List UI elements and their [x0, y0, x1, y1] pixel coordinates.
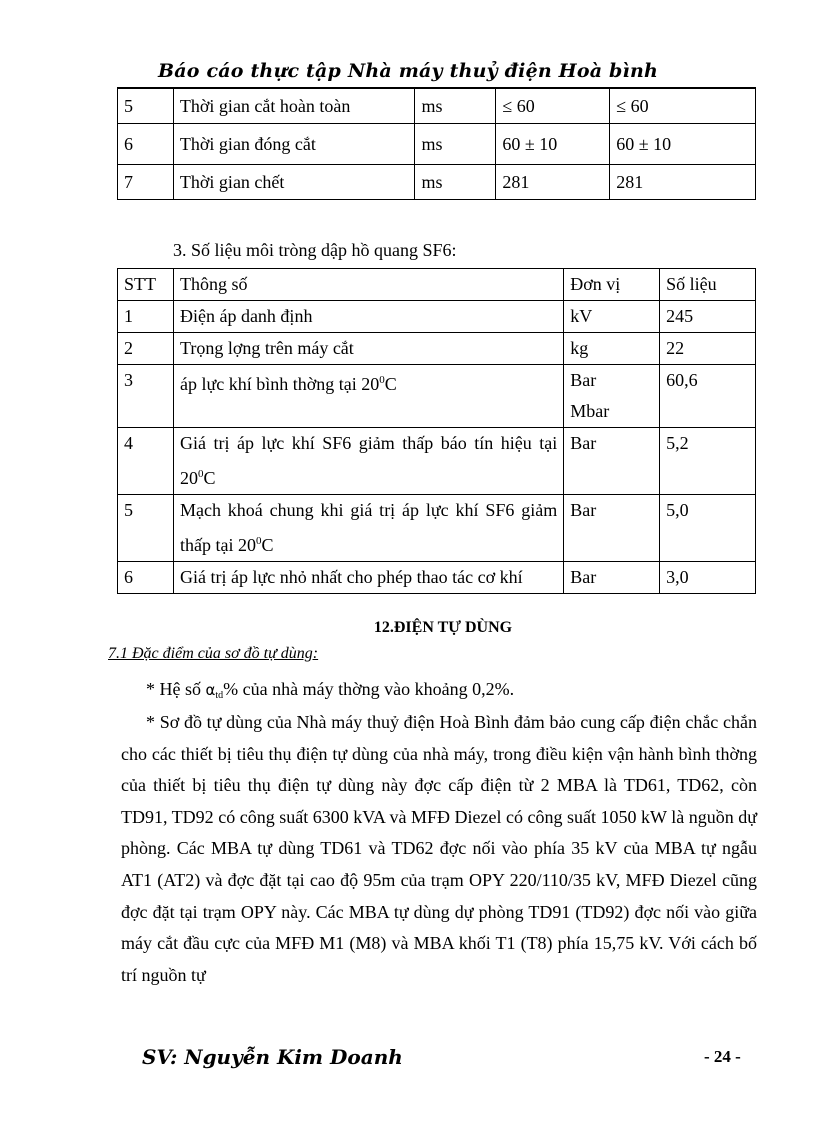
section-12-heading: 12.ĐIỆN TỰ DÙNG: [373, 619, 513, 636]
table-header-stt: STT: [118, 269, 174, 301]
table-cell-unit: ms: [415, 124, 496, 165]
table-cell-param: [173, 495, 563, 562]
table-cell-unit: Bar: [564, 428, 660, 495]
table-cell-param: [173, 428, 563, 495]
table-cell-unit: Bar: [564, 562, 660, 594]
table-cell-value: 22: [660, 333, 756, 365]
param-text: C: [203, 468, 216, 488]
superscript: 0: [255, 535, 262, 547]
table-cell-value: 3,0: [660, 562, 756, 594]
param-text: C: [261, 535, 274, 555]
table-header-unit: Đơn vị: [564, 269, 660, 301]
table-cell-unit: kg: [564, 333, 660, 365]
section-3-title: 3. Số liệu môi tròng dập hồ quang SF6:: [173, 240, 457, 260]
param-text: C: [384, 374, 397, 394]
table-header-value: Số liệu: [660, 269, 756, 301]
table-header-row: [118, 269, 756, 301]
table-header-param: Thông số: [173, 269, 563, 301]
superscript: 0: [197, 468, 204, 480]
table-row: [118, 165, 756, 200]
table-cell-stt: 7: [118, 165, 174, 200]
table-cell-value: ≤ 60: [610, 89, 756, 124]
param-text: áp lực khí bình thờng tại 20: [179, 374, 380, 394]
unit-line: Mbar: [570, 401, 610, 421]
superscript: 0: [379, 374, 385, 386]
table-cell-stt: 6: [118, 124, 174, 165]
table-cell-stt: 2: [118, 333, 174, 365]
para-text: % của nhà máy thờng vào khoảng 0,2%.: [223, 679, 515, 699]
table-cell-value: 5,2: [660, 428, 756, 495]
table-row: [118, 89, 756, 124]
table-row: [118, 495, 756, 562]
table-cell-param: [173, 365, 563, 428]
table-cell-stt: 4: [118, 428, 174, 495]
table-cell-unit: Bar: [564, 495, 660, 562]
param-text: Mạch khoá chung khi giá trị áp lực khí SF6 giảm thấp tại 20: [179, 500, 558, 555]
table-cell-value: 60 ± 10: [610, 124, 756, 165]
table-cell-value: ≤ 60: [496, 89, 610, 124]
sf6-parameters-table: [117, 268, 756, 594]
page-header-title: Báo cáo thực tập Nhà máy thuỷ điện Hoà bình: [158, 60, 658, 82]
table-cell-unit: ms: [415, 165, 496, 200]
table-cell-stt: 1: [118, 301, 174, 333]
table-row: [118, 333, 756, 365]
paragraph-auxiliary-scheme: * Sơ đồ tự dùng của Nhà máy thuỷ điện Hoà Bình đảm bảo cung cấp điện chắc chắn cho các thiết bị tiêu thụ điện tự dùng của nhà máy, trong điều kiện vận hành bình thờng của thiết bị tiêu thụ điện tự dùng này đợc cấp điện từ 2 MBA là TD61, TD62, còn TD91, TD92 có công suất 6300 kVA và MFĐ Diezel có công suất 1050 kW là nguồn dự phòng. Các MBA tự dùng TD61 và TD62 đợc nối vào phía 35 kV của MBA tự ngẫu AT1 (AT2) và đợc đặt tại cao độ 95m của trạm OPY 220/110/35 kV, MFĐ Diezel cũng đợc đặt tại trạm OPY này. Các MBA tự dùng dự phòng TD91 (TD92) đợc nối vào giữa máy cắt đầu cực của MFĐ M1 (M8) và MBA khối T1 (T8) phía 15,75 kV. Với cách bố trí nguồn tự: [121, 712, 757, 985]
table-row: [118, 562, 756, 594]
para-text: * Hệ số: [146, 679, 206, 699]
table-row: [118, 365, 756, 428]
table-cell-param: Giá trị áp lực nhỏ nhất cho phép thao tác cơ khí: [173, 562, 563, 594]
table-cell-param: Thời gian đóng cắt: [173, 124, 415, 165]
table-cell-stt: 5: [118, 89, 174, 124]
table-cell-param: Điện áp danh định: [173, 301, 563, 333]
table-cell-value: 281: [496, 165, 610, 200]
table-row: [118, 428, 756, 495]
table-cell-value: 5,0: [660, 495, 756, 562]
table-cell-stt: 5: [118, 495, 174, 562]
table-cell-value: 281: [610, 165, 756, 200]
section-7-1-subheading: 7.1 Đặc điểm của sơ đồ tự dùng:: [108, 645, 319, 662]
table-cell-value: 245: [660, 301, 756, 333]
table-cell-param: Trọng lợng trên máy cắt: [173, 333, 563, 365]
table-cell-param: Thời gian cắt hoàn toàn: [173, 89, 415, 124]
param-text: Giá trị áp lực khí SF6 giảm thấp báo tín hiệu tại 20: [179, 433, 558, 488]
table-cell-unit: ms: [415, 89, 496, 124]
table-cell-value: 60 ± 10: [496, 124, 610, 165]
alpha-subscript: td: [215, 690, 224, 701]
alpha-symbol: α: [205, 681, 216, 699]
table-cell-param: Thời gian chết: [173, 165, 415, 200]
table-cell-value: 60,6: [660, 365, 756, 428]
paragraph-coefficient: [121, 674, 757, 712]
unit-line: Bar: [570, 370, 597, 390]
table-cell-unit: kV: [564, 301, 660, 333]
table-row: [118, 301, 756, 333]
table-cell-stt: 6: [118, 562, 174, 594]
breaker-timing-table: [117, 88, 756, 200]
page-number: - 24 -: [704, 1047, 741, 1066]
footer-author: SV: Nguyễn Kim Doanh: [142, 1045, 403, 1069]
table-row: [118, 124, 756, 165]
table-cell-stt: 3: [118, 365, 174, 428]
table-cell-unit: [564, 365, 660, 428]
